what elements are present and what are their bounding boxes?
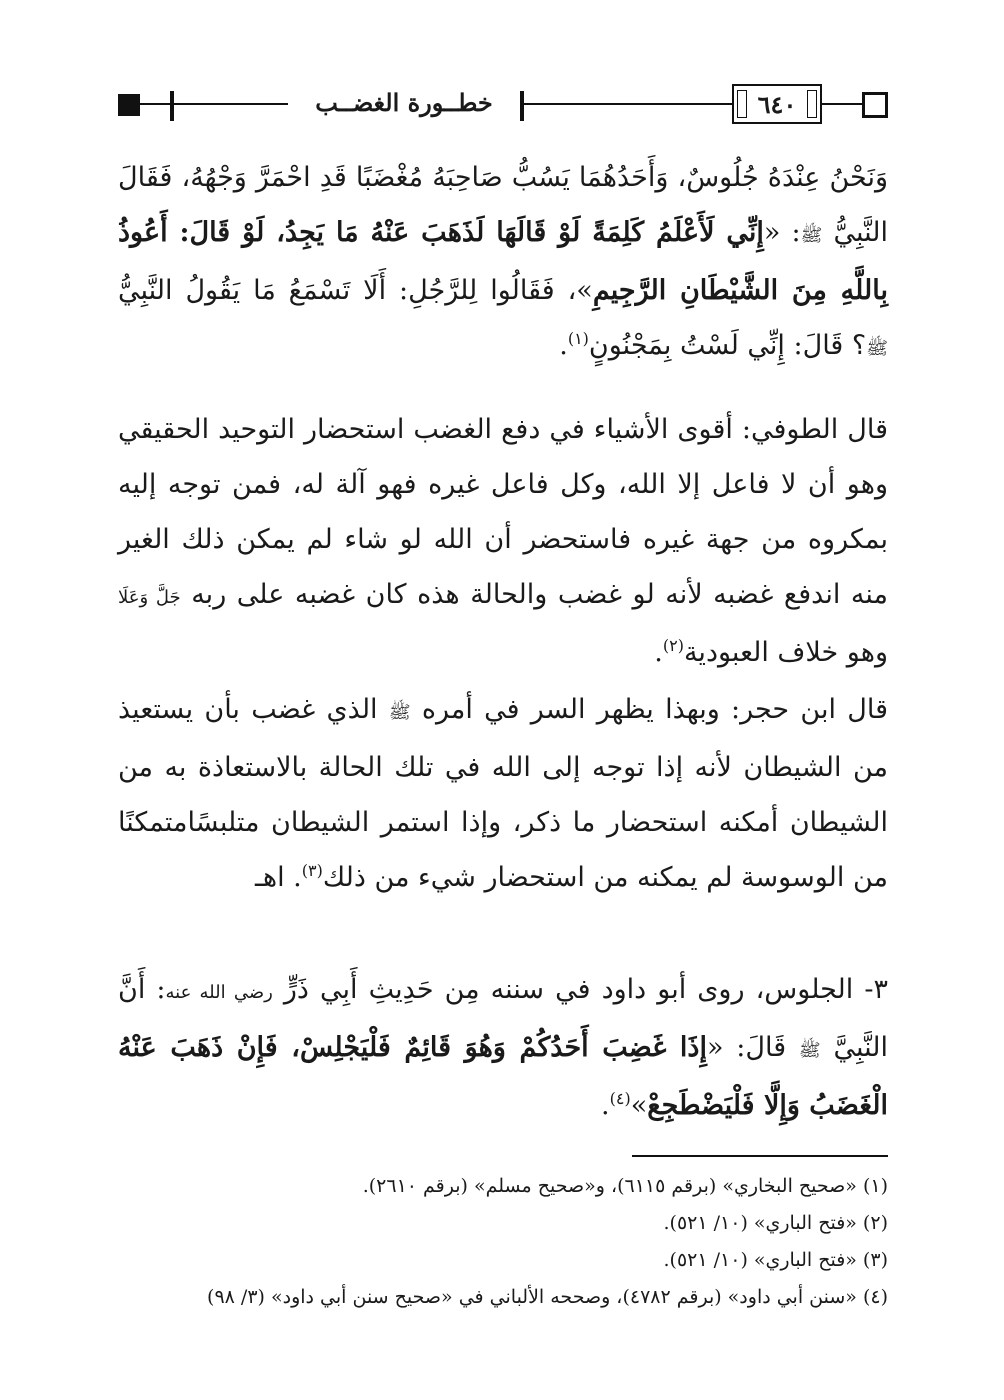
header-rule-mid-right: [524, 103, 732, 105]
paragraph-text: [118, 150, 888, 376]
paragraph-text: [118, 402, 888, 680]
footnote-divider: [632, 1155, 888, 1157]
page-number-frame: [732, 84, 822, 124]
paragraph-tufi: [118, 402, 888, 680]
text-segment: ٣- الجلوس، روى أبو داود في سننه مِن حَدِيثِ أَبِي ذَرٍّ: [272, 974, 888, 1005]
running-header: [118, 82, 888, 130]
header-bar-mid: [520, 91, 524, 121]
paragraph-text: [118, 682, 888, 905]
hadith-quote: إِذَا غَضِبَ أَحَدُكُمْ وَهُوَ قَائِمٌ فَلْيَجْلِسْ، فَإِنْ ذَهَبَ عَنْهُ الْغَضَبُ وَإِلَّا فَلْيَضْطَجِعْ: [118, 1032, 888, 1121]
header-rule-left: [140, 103, 170, 105]
salawat-glyph: ﷺ: [798, 1040, 821, 1061]
praise-glyph: جَلَّ وَعَلَا: [118, 587, 181, 608]
page-number: ٦٤٠: [757, 89, 797, 119]
text-segment: »، فَقَالُوا لِلرَّجُلِ: أَلَا تَسْمَعُ مَا يَقُولُ النَّبِيُّ: [118, 275, 593, 306]
text-segment: وهو خلاف العبودية: [683, 637, 888, 668]
text-segment: وَنَحْنُ عِنْدَهُ جُلُوسٌ، وَأَحَدُهُمَا يَسُبُّ صَاحِبَهُ مُغْضَبًا قَدِ احْمَرَّ وَجْهُهُ، فَقَالَ النَّبِيُّ: [118, 162, 888, 248]
header-rule-mid-left: [174, 103, 288, 105]
text-segment: . اهـ: [254, 862, 302, 893]
paragraph-hadith-1: [118, 150, 888, 376]
header-ornament-left: [118, 94, 140, 116]
text-segment: : أَنَّ النَّبِيَّ: [118, 974, 888, 1063]
text-segment: ؟ قَالَ: إِنِّي لَسْتُ بِمَجْنُونٍ: [588, 330, 867, 361]
paragraph-text: [118, 962, 888, 1133]
salawat-glyph: ﷺ: [388, 702, 411, 723]
footnote-ref: (٢): [662, 636, 684, 655]
paragraph-ibn-hajar: [118, 682, 888, 905]
text-segment: : «: [763, 217, 801, 248]
text-segment: قَالَ: «: [706, 1032, 799, 1063]
radi-glyph: رضي الله عنه: [165, 982, 273, 1003]
header-rule-right: [822, 103, 864, 105]
text-segment: .: [559, 330, 568, 361]
text-segment: قال الطوفي: أقوى الأشياء في دفع الغضب استحضار التوحيد الحقيقي وهو أن لا فاعل إلا الله، وكل فاعل غيره فهو آلة له، فمن توجه إليه بمكروه من جهة غيره فاستحضر أن الله لو شاء لم يمكن ذلك الغير منه اندفع غضبه لأنه لو غضب والحالة هذه كان غضبه على ربه: [118, 414, 889, 610]
footnote-4: (٤) «سنن أبي داود» (برقم ٤٧٨٢)، وصححه الألباني في «صحيح سنن أبي داود» (٣/ ٩٨): [207, 1286, 888, 1308]
footnote-ref: (١): [567, 329, 589, 348]
footnotes: [118, 1168, 888, 1316]
running-title: خطــورة الغضــب: [315, 88, 493, 117]
header-bar-left: [170, 91, 174, 121]
footnote-2: (٢) «فتح الباري» (١٠/ ٥٢١).: [663, 1212, 888, 1234]
text-segment: .: [601, 1090, 610, 1121]
salawat-glyph: ﷺ: [866, 338, 888, 359]
text-segment: »: [630, 1090, 648, 1121]
header-ornament-right: [862, 92, 888, 118]
paragraph-sitting: [118, 962, 888, 1133]
footnote-ref: (٣): [301, 861, 323, 880]
salawat-glyph: ﷺ: [800, 225, 823, 246]
hadith-quote: إِنِّي لَأَعْلَمُ كَلِمَةً لَوْ قَالَهَا لَذَهَبَ عَنْهُ مَا يَجِدُ، لَوْ قَالَ: أَعُوذُ بِاللَّهِ مِنَ الشَّيْطَانِ الرَّجِيمِ: [118, 217, 888, 306]
text-segment: الذي غضب بأن يستعيذ من الشيطان لأنه إذا توجه إلى الله في تلك الحالة بالاستعاذة به من الشيطان أمكنه استحضار ما ذكر، وإذا استمر الشيطان متلبسًامتمكنًا من الوسوسة لم يمكنه من استحضار شيء من ذلك: [118, 694, 888, 893]
footnote-3: (٣) «فتح الباري» (١٠/ ٥٢١).: [663, 1249, 888, 1271]
footnote-1: (١) «صحيح البخاري» (برقم ٦١١٥)، و«صحيح مسلم» (برقم ٢٦١٠).: [362, 1175, 888, 1197]
footnote-ref: (٤): [609, 1089, 631, 1108]
text-segment: قال ابن حجر: وبهذا يظهر السر في أمره: [410, 694, 888, 725]
text-segment: .: [654, 637, 663, 668]
